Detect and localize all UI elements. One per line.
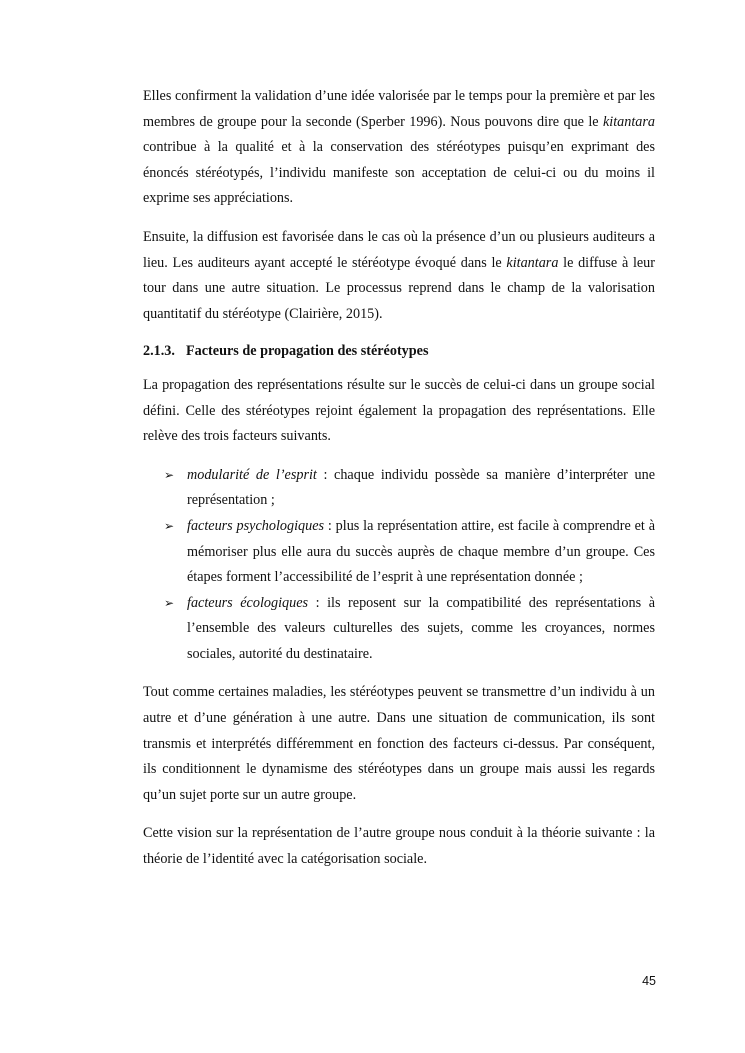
- paragraph-1-text-b: contribue à la qualité et à la conservation des stéréotypes puisqu’en exprimant des énoncés stéréotypés, l’individu manifeste son acceptation de celui-ci ou du moins il exprime ses appréciations.: [143, 139, 655, 207]
- list-item: [143, 591, 655, 668]
- paragraph-2-italic-term: kitantara: [506, 254, 559, 271]
- list-item: [143, 463, 655, 514]
- paragraph-1: [143, 84, 655, 212]
- bullet-text: : ils reposent sur la compatibilité des représentations à l’ensemble des valeurs culturelles des sujets, comme les croyances, normes sociales, autorité du destinataire.: [187, 594, 655, 662]
- section-title: Facteurs de propagation des stéréotypes: [186, 343, 429, 360]
- section-heading: [143, 339, 655, 365]
- paragraph-4: Tout comme certaines maladies, les stéréotypes peuvent se transmettre d’un individu à un autre et d’une génération à une autre. Dans une situation de communication, ils sont transmis et interprétés différemment en fonction des facteurs ci-dessus. Par conséquent, ils conditionnent le dynamisme des stéréotypes dans un groupe mais aussi les regards qu’un sujet porte sur un autre groupe.: [143, 684, 655, 803]
- page-number: 45: [642, 974, 656, 988]
- bullet-text: : chaque individu possède sa manière d’interpréter une représentation ;: [187, 466, 655, 509]
- arrow-bullet-icon: ➢: [164, 518, 175, 533]
- paragraph-1-text-a: Elles confirment la validation d’une idée valorisée par le temps pour la première et par les membres de groupe pour la seconde (Sperber 1996). Nous pouvons dire que le: [143, 88, 655, 130]
- bullet-text: : plus la représentation attire, est facile à comprendre et à mémoriser plus elle aura du succès auprès de chaque membre d’un groupe. Ces étapes forment l’accessibilité de l’esprit à une représentation donnée ;: [187, 517, 655, 586]
- section-number: 2.1.3.: [143, 343, 175, 360]
- paragraph-2-text-a: Ensuite, la diffusion est favorisée dans le cas où la présence d’un ou plusieurs auditeurs a lieu. Les auditeurs ayant accepté le stéréotype évoqué dans le: [143, 228, 655, 271]
- bullet-list: [143, 463, 655, 668]
- paragraph-2: [143, 225, 655, 327]
- document-page: [143, 84, 655, 873]
- arrow-bullet-icon: ➢: [164, 467, 175, 482]
- paragraph-2-text-b: le diffuse à leur tour dans une autre situation. Le processus reprend dans le champ de la valorisation quantitatif du stéréotype (Clairière, 2015).: [143, 254, 656, 322]
- bullet-term: facteurs psychologiques: [187, 517, 325, 534]
- paragraph-1-italic-term: kitantara: [602, 113, 655, 130]
- bullet-term: modularité de l’esprit: [187, 466, 317, 483]
- bullet-term: facteurs écologiques: [187, 594, 309, 611]
- arrow-bullet-icon: ➢: [164, 595, 175, 610]
- list-item: [143, 514, 655, 591]
- paragraph-3: La propagation des représentations résulte sur le succès de celui-ci dans un groupe social défini. Celle des stéréotypes rejoint également la propagation des représentations. Elle relève des trois facteurs suivants.: [143, 376, 655, 445]
- paragraph-5: Cette vision sur la représentation de l’autre groupe nous conduit à la théorie suivante : la théorie de l’identité avec la catégorisation sociale.: [143, 825, 655, 868]
